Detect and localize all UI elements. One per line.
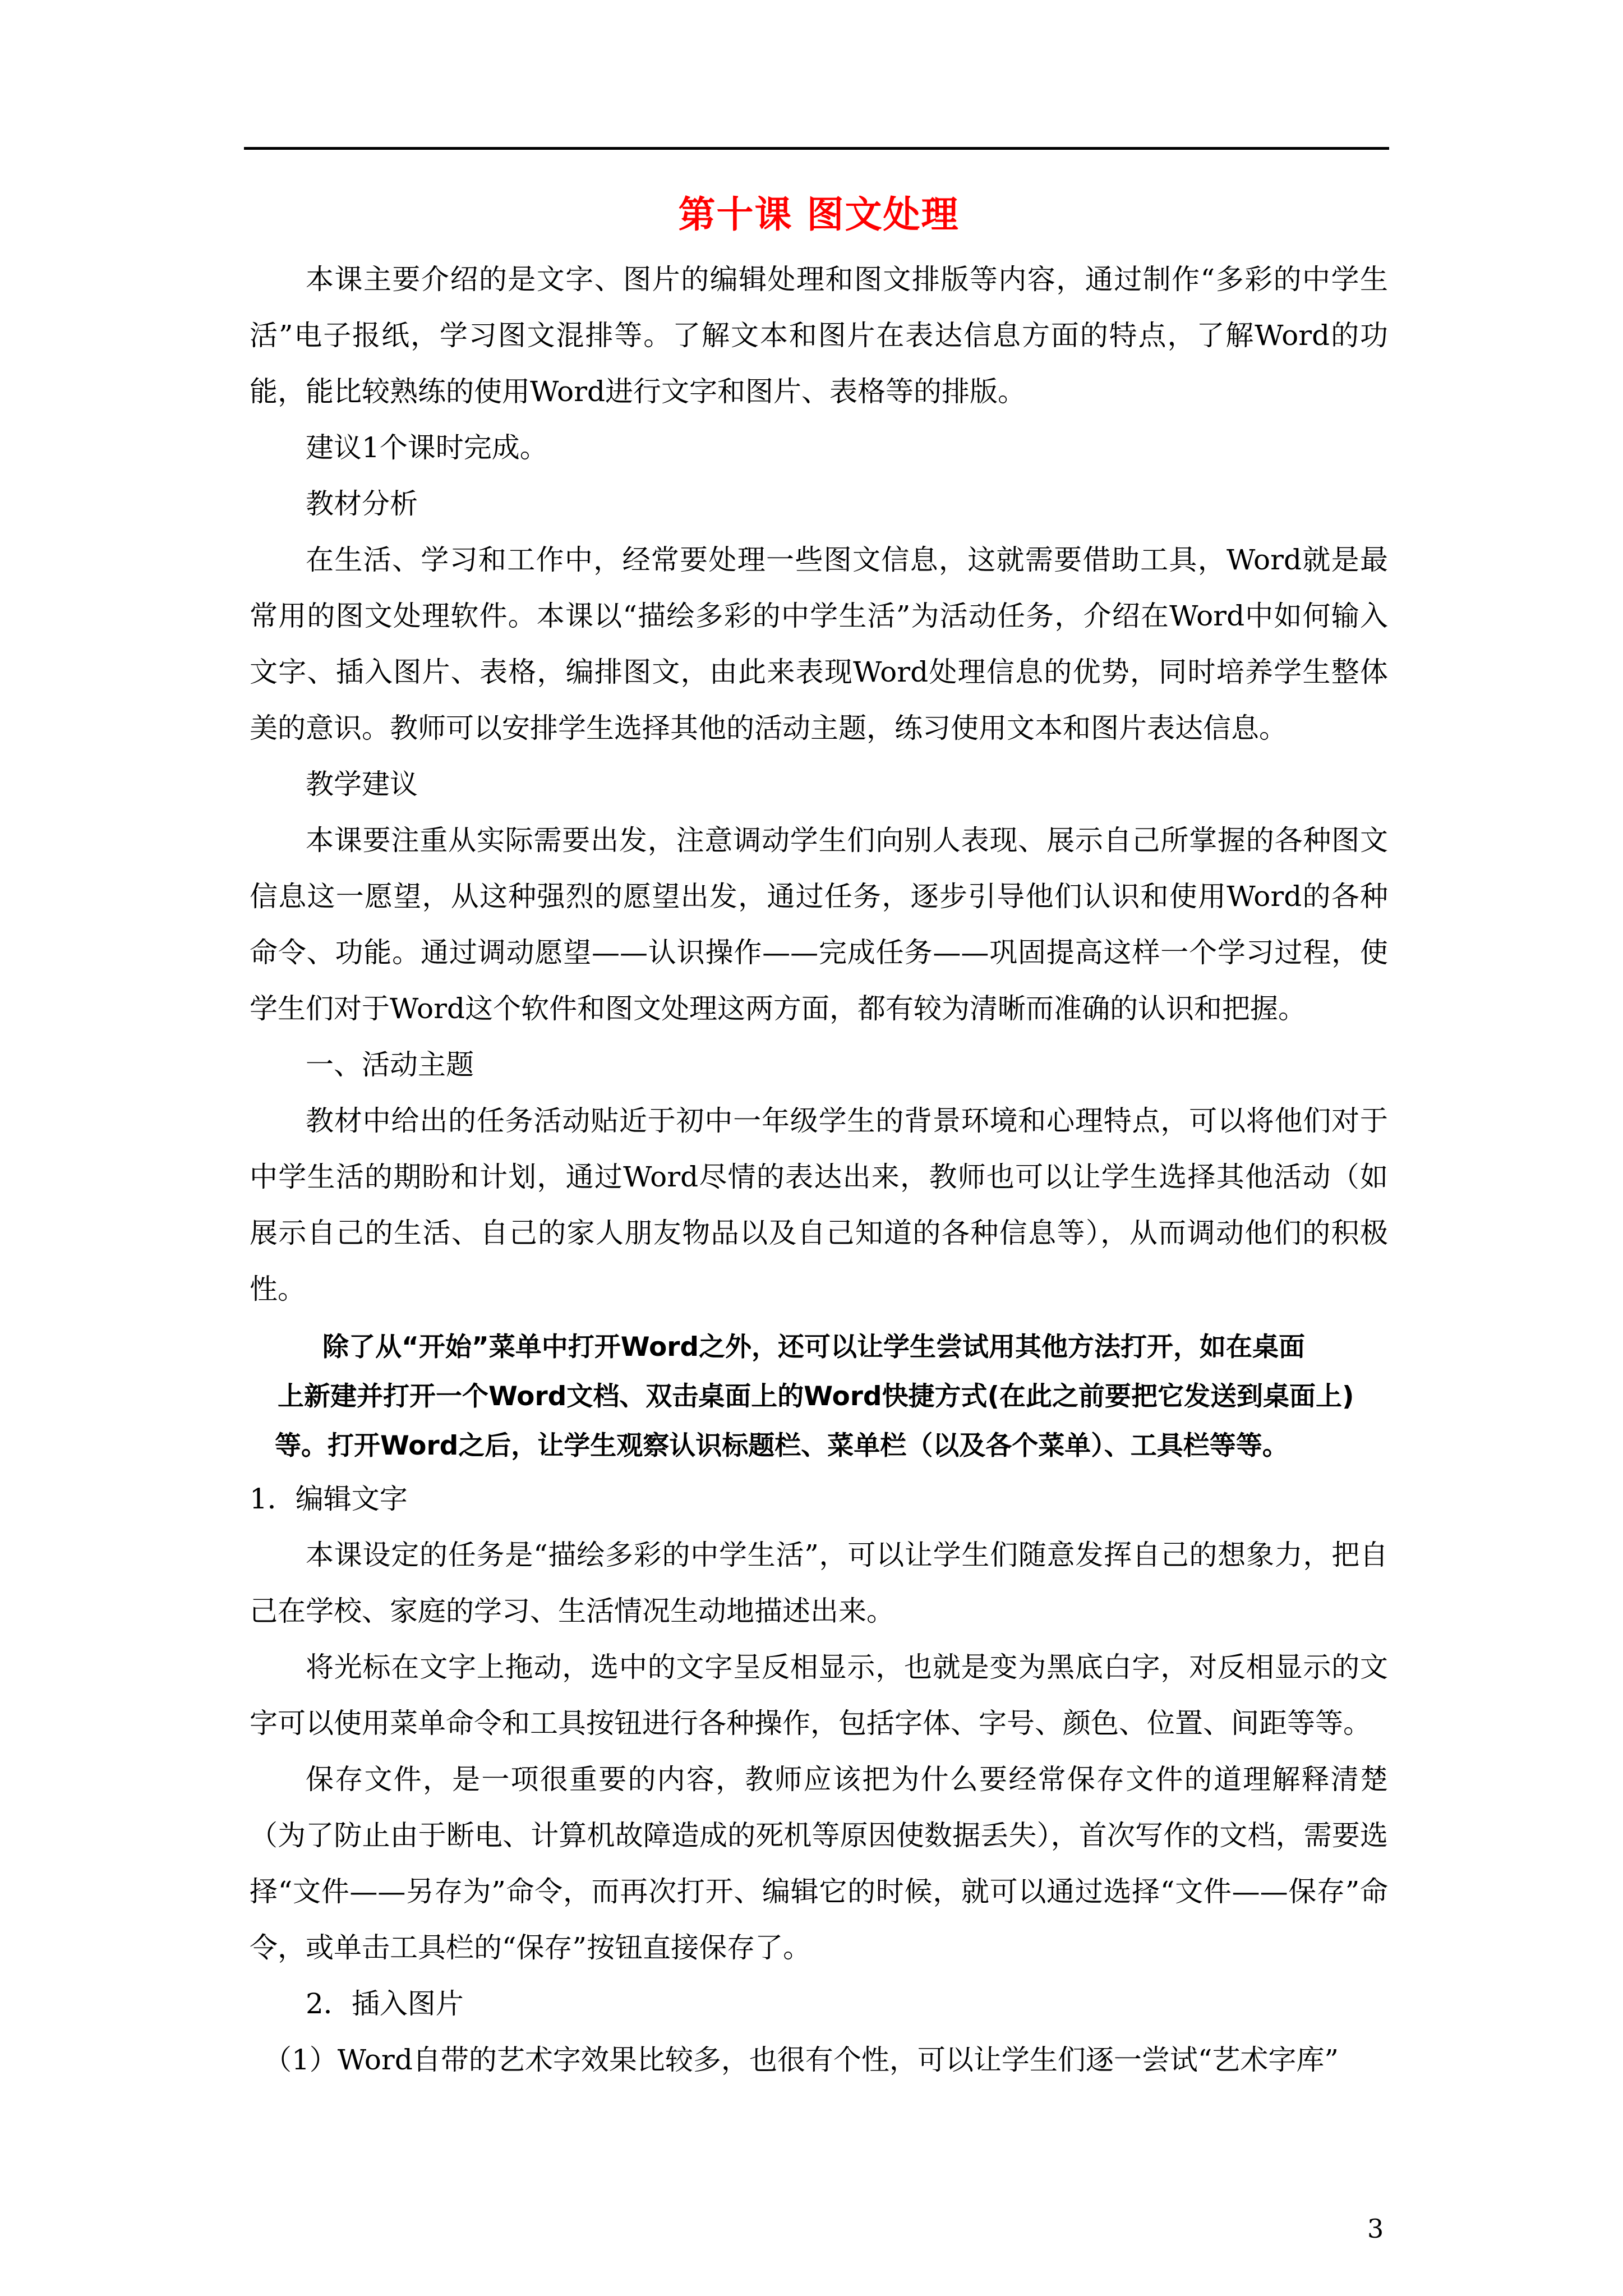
lesson-title: 第十课 图文处理 (678, 192, 960, 236)
document-body (250, 191, 1388, 2088)
edit-paragraph-1: 本课设定的任务是“描绘多彩的中学生活”，可以让学生们随意发挥自己的想象力，把自己在学校、家庭的学习、生活情况生动地描述出来。 (250, 1539, 1388, 1627)
section-heading-edit: 1．编辑文字 (250, 1483, 408, 1515)
note-line: 上新建并打开一个Word文档、双击桌面上的Word快捷方式(在此之前要把它发送到桌面上) (278, 1381, 1354, 1412)
note-line: 等。打开Word之后，让学生观察认识标题栏、菜单栏（以及各个菜单）、工具栏等等。 (275, 1430, 1289, 1461)
page-number: 3 (1367, 2214, 1384, 2244)
theme-paragraph: 教材中给出的任务活动贴近于初中一年级学生的背景环境和心理特点，可以将他们对于中学生活的期盼和计划，通过Word尽情的表达出来，教师也可以让学生选择其他活动（如展示自己的生活、自己的家人朋友物品以及自己知道的各种信息等），从而调动他们的积极性。 (250, 1105, 1388, 1305)
header-rule (244, 147, 1389, 150)
section-heading-theme: 一、活动主题 (306, 1048, 474, 1081)
note-line: 除了从“开始”菜单中打开Word之外，还可以让学生尝试用其他方法打开，如在桌面 (322, 1332, 1306, 1363)
intro-paragraph: 本课主要介绍的是文字、图片的编辑处理和图文排版等内容，通过制作“多彩的中学生活”电子报纸，学习图文混排等。了解文本和图片在表达信息方面的特点，了解Word的功能，能比较熟练的使用Word进行文字和图片、表格等的排版。 (250, 263, 1388, 408)
section-heading-insert: 2．插入图片 (306, 1987, 464, 2020)
suggestion-paragraph: 本课要注重从实际需要出发，注意调动学生们向别人表现、展示自己所掌握的各种图文信息这一愿望，从这种强烈的愿望出发，通过任务，逐步引导他们认识和使用Word的各种命令、功能。通过调动愿望——认识操作——完成任务——巩固提高这样一个学习过程，使学生们对于Word这个软件和图文处理这两方面，都有较为清晰而准确的认识和把握。 (250, 824, 1388, 1025)
insert-paragraph-1: （1）Word自带的艺术字效果比较多，也很有个性，可以让学生们逐一尝试“艺术字库” (264, 2044, 1339, 2076)
edit-paragraph-3: 保存文件，是一项很重要的内容，教师应该把为什么要经常保存文件的道理解释清楚（为了防止由于断电、计算机故障造成的死机等原因使数据丢失），首次写作的文档，需要选择“文件——另存为”命令，而再次打开、编辑它的时候，就可以通过选择“文件——保存”命令，或单击工具栏的“保存”按钮直接保存了。 (250, 1763, 1388, 1964)
section-heading-analysis: 教材分析 (306, 487, 418, 520)
section-heading-suggestion: 教学建议 (306, 768, 418, 800)
analysis-paragraph: 在生活、学习和工作中，经常要处理一些图文信息，这就需要借助工具，Word就是最常用的图文处理软件。本课以“描绘多彩的中学生活”为活动任务，介绍在Word中如何输入文字、插入图片、表格，编排图文，由此来表现Word处理信息的优势，同时培养学生整体美的意识。教师可以安排学生选择其他的活动主题，练习使用文本和图片表达信息。 (250, 544, 1388, 744)
edit-paragraph-2: 将光标在文字上拖动，选中的文字呈反相显示，也就是变为黑底白字，对反相显示的文字可以使用菜单命令和工具按钮进行各种操作，包括字体、字号、颜色、位置、间距等等。 (250, 1651, 1388, 1740)
suggested-time: 建议1个课时完成。 (306, 431, 548, 464)
embedded-note-image (250, 1323, 1388, 1471)
